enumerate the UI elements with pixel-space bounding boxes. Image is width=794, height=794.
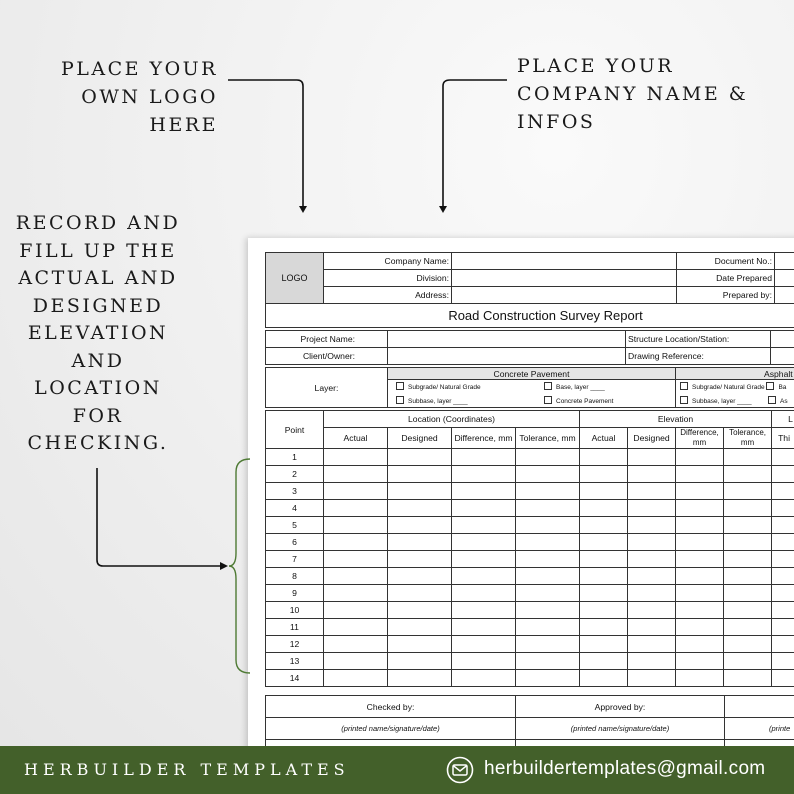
- prepared-by-label: Prepared by:: [677, 287, 775, 304]
- col-tolerance: Tolerance, mm: [516, 428, 580, 449]
- division-label: Division:: [324, 270, 452, 287]
- callout-line: LOCATION: [34, 377, 162, 399]
- form-title: Road Construction Survey Report: [266, 304, 794, 328]
- asphalt-header: Asphalt: [676, 368, 794, 380]
- callout-line: PLACE YOUR: [517, 55, 675, 77]
- point-number: 1: [266, 449, 324, 466]
- arrow-logo: [228, 80, 303, 208]
- col-elevation-header: Elevation: [580, 411, 772, 428]
- address-label: Address:: [324, 287, 452, 304]
- option-label: Subbase, layer ____: [408, 397, 468, 405]
- arrow-record: [97, 468, 222, 566]
- point-number: 6: [266, 534, 324, 551]
- point-number: 3: [266, 483, 324, 500]
- point-number: 7: [266, 551, 324, 568]
- point-number: 9: [266, 585, 324, 602]
- bracket-rows: [229, 459, 250, 673]
- option-label: Subgrade/ Natural Grade: [692, 384, 765, 392]
- col-l-header: L: [772, 411, 794, 428]
- col-tolerance-elev: Tolerance, mm: [724, 428, 772, 449]
- client-sign-field[interactable]: (printe: [725, 718, 794, 740]
- col-difference: Difference, mm: [452, 428, 516, 449]
- option-label: As: [780, 397, 788, 405]
- checked-by-label: Checked by:: [266, 696, 516, 718]
- callout-line: INFOS: [517, 111, 596, 133]
- point-number: 13: [266, 653, 324, 670]
- col-location-header: Location (Coordinates): [324, 411, 580, 428]
- callout-line: RECORD AND: [15, 212, 181, 234]
- col-difference-elev: Difference, mm: [676, 428, 724, 449]
- callout-line: HERE: [149, 114, 218, 136]
- point-number: 5: [266, 517, 324, 534]
- approved-by-sign-field[interactable]: (printed name/signature/date): [516, 718, 725, 740]
- point-number: 2: [266, 466, 324, 483]
- project-name-label: Project Name:: [266, 331, 388, 348]
- callout-line: DESIGNED: [32, 294, 164, 317]
- layer-label: Layer:: [266, 368, 388, 408]
- option-label: Subbase, layer ____: [692, 397, 752, 405]
- callout-line: CHECKING.: [27, 432, 169, 454]
- email-icon: [446, 756, 474, 784]
- point-number: 14: [266, 670, 324, 687]
- brand-name: HERBUILDER TEMPLATES: [24, 760, 350, 779]
- callout-line: FILL UP THE: [19, 239, 177, 262]
- col-thickness: Thi: [772, 428, 794, 449]
- footer-bar: [0, 746, 794, 794]
- arrow-company: [443, 80, 507, 208]
- option-label: Base, layer ____: [556, 384, 605, 392]
- point-number: 8: [266, 568, 324, 585]
- callout-line: OWN LOGO: [81, 86, 218, 108]
- point-number: 10: [266, 602, 324, 619]
- callout-line: PLACE YOUR: [60, 58, 218, 80]
- arrow-company-head: [439, 206, 447, 213]
- option-label: Ba: [778, 384, 787, 392]
- client-owner-label: Client/Owner:: [266, 348, 388, 365]
- concrete-pavement-header: Concrete Pavement: [388, 368, 676, 380]
- callout-line: ACTUAL AND: [18, 267, 178, 289]
- document-no-label: Document No.:: [677, 253, 775, 270]
- option-label: Concrete Pavement: [556, 397, 614, 405]
- col-designed: Designed: [388, 428, 452, 449]
- callout-line: COMPANY NAME &: [517, 83, 749, 105]
- structure-location-label: Structure Location/Station:: [626, 331, 771, 348]
- company-name-label: Company Name:: [324, 253, 452, 270]
- arrow-logo-head: [299, 206, 307, 213]
- checked-by-sign-field[interactable]: (printed name/signature/date): [266, 718, 516, 740]
- col-actual-elev: Actual: [580, 428, 628, 449]
- date-prepared-label: Date Prepared: [677, 270, 775, 287]
- arrow-record-head: [220, 562, 228, 570]
- option-label: Subgrade/ Natural Grade: [408, 384, 481, 392]
- col-actual: Actual: [324, 428, 388, 449]
- callout-line: ELEVATION: [27, 322, 169, 344]
- approved-by-label: Approved by:: [516, 696, 725, 718]
- point-number: 12: [266, 636, 324, 653]
- point-number: 4: [266, 500, 324, 517]
- col-point-header: Point: [266, 411, 324, 449]
- email-link[interactable]: herbuildertemplates@gmail.com: [484, 758, 766, 779]
- point-number: 11: [266, 619, 324, 636]
- callout-line: FOR: [72, 404, 124, 427]
- logo-placeholder[interactable]: LOGO: [266, 253, 324, 304]
- drawing-reference-label: Drawing Reference:: [626, 348, 771, 365]
- col-designed-elev: Designed: [628, 428, 676, 449]
- callout-line: AND: [71, 349, 125, 372]
